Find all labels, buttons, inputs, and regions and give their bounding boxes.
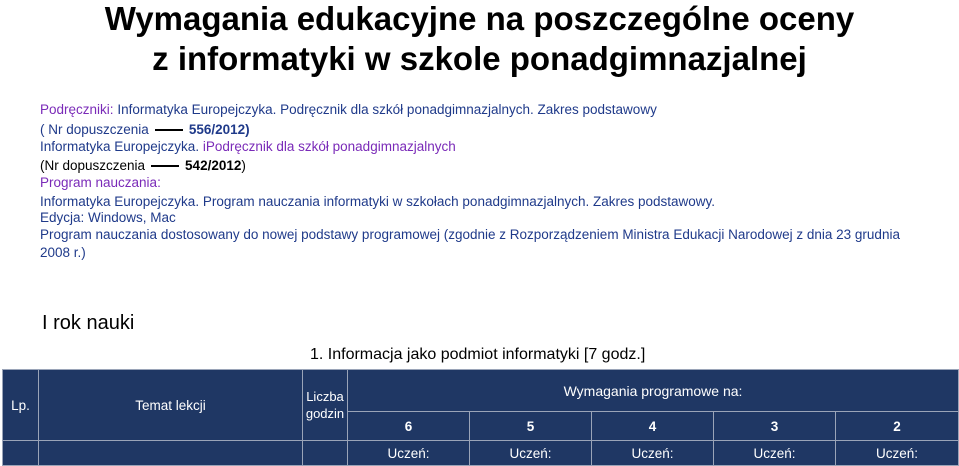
program-title: Informatyka Europejczyka. Program nauczania informatyki w szkołach ponadgimnazjalnych. Zakres podstawowy. bbox=[40, 194, 716, 209]
textbook1-title: Informatyka Europejczyka. Podręcznik dla szkół ponadgimnazjalnych. Zakres podstawowy bbox=[117, 102, 657, 117]
requirements-table bbox=[2, 369, 959, 466]
grade-3-header: 3 bbox=[714, 412, 836, 441]
page-title-line2: z informatyki w szkole ponadgimnazjalnej bbox=[152, 40, 807, 77]
textbook1-approval bbox=[40, 121, 250, 139]
grade-4-header: 4 bbox=[592, 412, 714, 441]
grade-6-header: 6 bbox=[348, 412, 470, 441]
textbook2-approval bbox=[40, 157, 246, 175]
student-label-5: Uczeń: bbox=[470, 441, 592, 466]
student-label-3: Uczeń: bbox=[714, 441, 836, 466]
hours-cell bbox=[303, 441, 348, 466]
program-label: Program nauczania: bbox=[40, 175, 161, 190]
page-title-line1: Wymagania edukacyjne na poszczególne oceny bbox=[104, 0, 855, 37]
student-label-6: Uczeń: bbox=[348, 441, 470, 466]
textbook2-approval-prefix: (Nr dopuszczenia bbox=[40, 158, 146, 173]
col-hours-header: Liczba godzin bbox=[303, 370, 348, 441]
textbook2-approval-suffix: ) bbox=[241, 158, 246, 173]
textbook2-approval-number: 542/2012 bbox=[185, 158, 242, 173]
grade-2-header: 2 bbox=[836, 412, 959, 441]
textbook2-line bbox=[40, 138, 456, 156]
textbook1-line bbox=[40, 101, 657, 119]
grade-5-header: 5 bbox=[470, 412, 592, 441]
textbook1-approval-number: 556/2012) bbox=[188, 122, 250, 137]
textbook2-title-b: iPodręcznik dla szkół ponadgimnazjalnych bbox=[202, 139, 456, 154]
dash-separator bbox=[151, 165, 179, 167]
subsection-heading: 1. Informacja jako podmiot informatyki [7 godz.] bbox=[310, 346, 646, 363]
lp-cell bbox=[3, 441, 39, 466]
topic-cell bbox=[39, 441, 303, 466]
textbook2-title-a: Informatyka Europejczyka. bbox=[40, 139, 200, 154]
edition: Edycja: Windows, Mac bbox=[40, 210, 176, 225]
dash-separator bbox=[155, 129, 183, 131]
textbooks-label: Podręczniki: bbox=[40, 102, 114, 117]
col-requirements-header: Wymagania programowe na: bbox=[348, 370, 959, 412]
student-label-2: Uczeń: bbox=[836, 441, 959, 466]
col-lp-header: Lp. bbox=[3, 370, 39, 441]
col-topic-header: Temat lekcji bbox=[39, 370, 303, 441]
program-note: Program nauczania dostosowany do nowej podstawy programowej (zgodnie z Rozporządzeniem Ministra Edukacji Narodowej z dnia 23 grudnia 2008 r.) bbox=[40, 227, 900, 260]
year-heading: I rok nauki bbox=[42, 312, 135, 334]
student-label-4: Uczeń: bbox=[592, 441, 714, 466]
textbook1-approval-prefix: ( Nr dopuszczenia bbox=[40, 122, 149, 137]
